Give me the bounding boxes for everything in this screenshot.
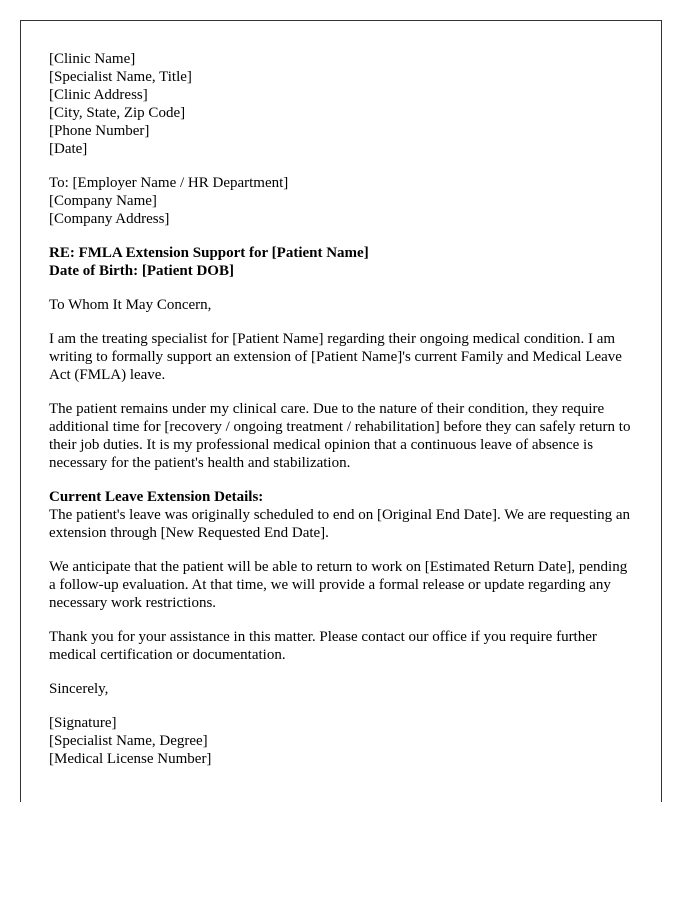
date: [Date]	[49, 141, 88, 157]
clinic-name: [Clinic Name]	[49, 51, 136, 67]
patient-dob: Date of Birth: [Patient DOB]	[49, 263, 234, 279]
subject-block	[49, 244, 637, 280]
phone-number: [Phone Number]	[49, 123, 150, 139]
body-paragraph: I am the treating specialist for [Patient Name] regarding their ongoing medical condition. I am writing to formally support an extension of [Patient Name]'s current Family and Medical Leave Act (FMLA) leave.	[49, 331, 622, 383]
recipient-block	[49, 174, 637, 228]
body-paragraph: Thank you for your assistance in this matter. Please contact our office if you require further medical certification or documentation.	[49, 629, 597, 663]
details-block	[49, 488, 637, 542]
body-paragraph: We anticipate that the patient will be able to return to work on [Estimated Return Date], pending a follow-up evaluation. At that time, we will provide a formal release or update regarding any necessary work restrictions.	[49, 559, 628, 611]
details-heading: Current Leave Extension Details:	[49, 489, 264, 505]
recipient-employer: To: [Employer Name / HR Department]	[49, 175, 289, 191]
salutation: To Whom It May Concern,	[49, 297, 212, 313]
body-paragraph: The patient remains under my clinical care. Due to the nature of their condition, they require additional time for [recovery / ongoing treatment / rehabilitation] before they can safely return to their job duties. It is my professional medical opinion that a continuous leave of absence is necessary for the patient's health and stabilization.	[49, 401, 631, 471]
signature-block	[49, 714, 637, 768]
clinic-address: [Clinic Address]	[49, 87, 148, 103]
closing: Sincerely,	[49, 681, 109, 697]
license-number: [Medical License Number]	[49, 751, 212, 767]
city-state-zip: [City, State, Zip Code]	[49, 105, 186, 121]
recipient-company: [Company Name]	[49, 193, 157, 209]
sender-block	[49, 50, 637, 158]
details-text: The patient's leave was originally scheduled to end on [Original End Date]. We are requesting an extension through [New Requested End Date].	[49, 507, 631, 541]
letter-page	[20, 20, 662, 802]
recipient-address: [Company Address]	[49, 211, 170, 227]
subject-line: RE: FMLA Extension Support for [Patient Name]	[49, 245, 369, 261]
specialist-degree: [Specialist Name, Degree]	[49, 733, 208, 749]
signature: [Signature]	[49, 715, 117, 731]
letter-content	[49, 50, 637, 768]
specialist-name: [Specialist Name, Title]	[49, 69, 192, 85]
